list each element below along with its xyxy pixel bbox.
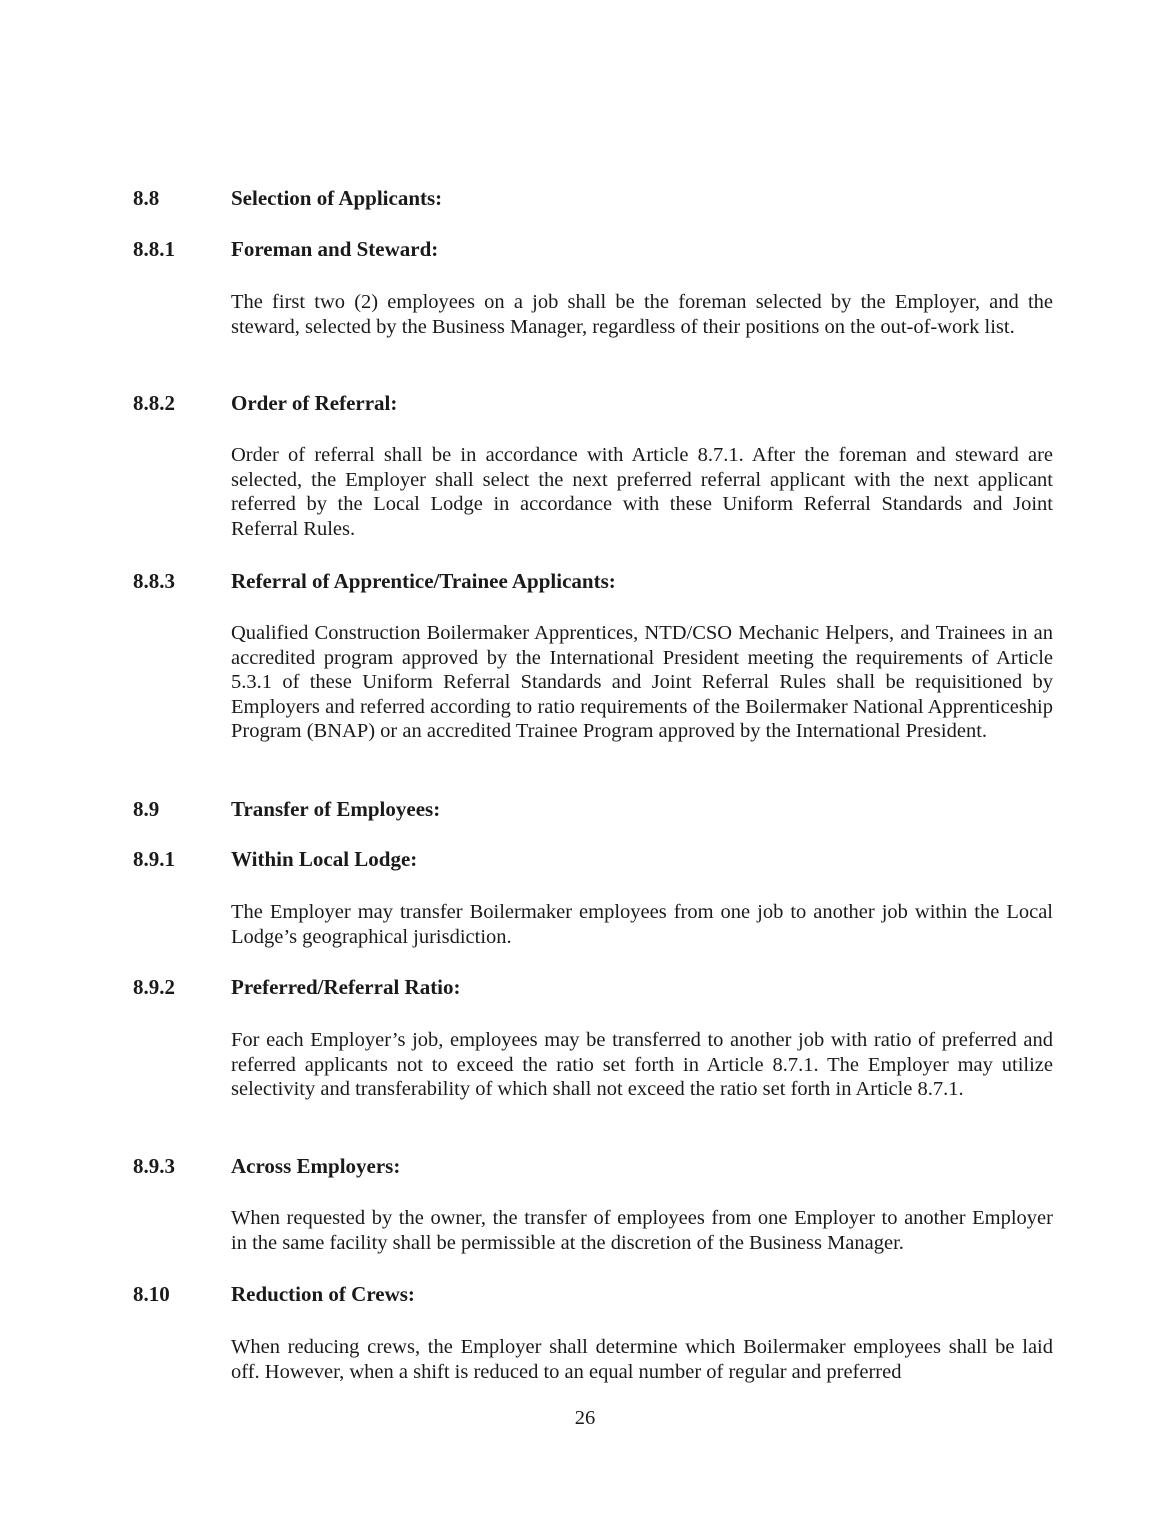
section-number: 8.8 [133, 186, 160, 210]
section-heading-8-9-1 [133, 845, 417, 873]
section-heading-8-8 [133, 184, 442, 212]
section-title: Preferred/Referral Ratio: [231, 975, 461, 999]
section-title: Referral of Apprentice/Trainee Applicants: [231, 569, 616, 593]
section-number: 8.8.3 [133, 569, 175, 593]
section-number: 8.8.2 [133, 391, 175, 415]
section-title: Across Employers: [231, 1154, 401, 1178]
section-heading-8-8-2 [133, 389, 397, 417]
section-title: Selection of Applicants: [231, 186, 443, 210]
section-heading-8-10 [133, 1280, 415, 1308]
section-heading-8-9-3 [133, 1152, 400, 1180]
section-body-8-8-1: The first two (2) employees on a job shall be the foreman selected by the Employer, and the steward, selected by the Business Manager, regardless of their positions on the out-of-work list. [231, 291, 1053, 338]
section-title: Foreman and Steward: [231, 237, 439, 261]
section-body-8-10: When reducing crews, the Employer shall determine which Boilermaker employees shall be laid off. However, when a shift is reduced to an equal number of regular and preferred [231, 1336, 1053, 1383]
section-heading-8-9-2 [133, 973, 461, 1001]
page-number: 26 [574, 1407, 596, 1429]
section-heading-8-8-3 [133, 567, 616, 595]
section-number: 8.9.2 [133, 975, 175, 999]
section-title: Transfer of Employees: [231, 797, 441, 821]
section-body-8-9-1: The Employer may transfer Boilermaker employees from one job to another job within the Local Lodge’s geographical jurisdiction. [231, 901, 1053, 948]
section-number: 8.9.1 [133, 847, 175, 871]
section-title: Order of Referral: [231, 391, 398, 415]
section-number: 8.10 [133, 1282, 170, 1306]
section-heading-8-8-1 [133, 235, 438, 263]
section-number: 8.8.1 [133, 237, 175, 261]
section-number: 8.9.3 [133, 1154, 175, 1178]
section-number: 8.9 [133, 797, 160, 821]
section-body-8-8-2: Order of referral shall be in accordance with Article 8.7.1. After the foreman and steward are selected, the Employer shall select the next preferred referral applicant with the next applicant referred by the Local Lodge in accordance with these Uniform Referral Standards and Joint Referral Rules. [231, 444, 1053, 540]
section-title: Within Local Lodge: [231, 847, 418, 871]
section-title: Reduction of Crews: [231, 1282, 415, 1306]
section-body-8-9-3: When requested by the owner, the transfer of employees from one Employer to another Employer in the same facility shall be permissible at the discretion of the Business Manager. [231, 1207, 1053, 1254]
section-heading-8-9 [133, 795, 440, 823]
section-body-8-8-3: Qualified Construction Boilermaker Apprentices, NTD/CSO Mechanic Helpers, and Trainees in an accredited program approved by the International President meeting the requirements of Article 5.3.1 of these Uniform Referral Standards and Joint Referral Rules shall be requisitioned by Employers and referred according to ratio requirements of the Boilermaker National Apprenticeship Program (BNAP) or an accredited Trainee Program approved by the International President. [231, 622, 1053, 743]
section-body-8-9-2: For each Employer’s job, employees may be transferred to another job with ratio of preferred and referred applicants not to exceed the ratio set forth in Article 8.7.1. The Employer may utilize selectivity and transferability of which shall not exceed the ratio set forth in Article 8.7.1. [231, 1029, 1053, 1101]
